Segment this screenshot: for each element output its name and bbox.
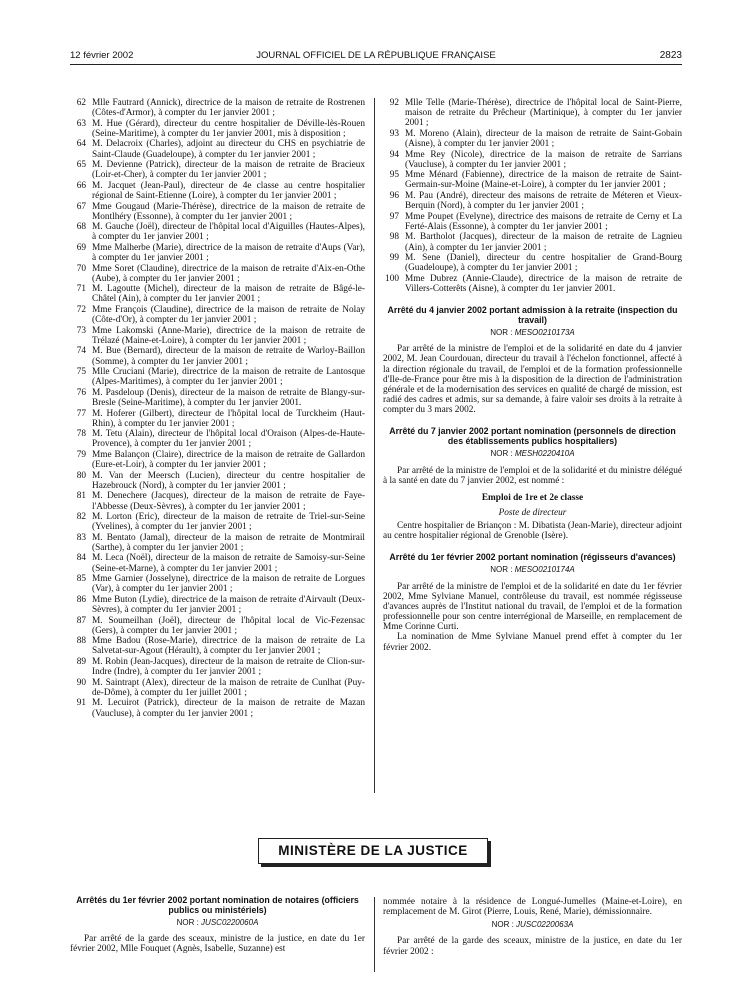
arrete-regisseurs-body2: La nomination de Mme Sylviane Manuel prend effet à compter du 1er février 2002.: [383, 632, 682, 653]
list-item: [70, 678, 365, 698]
list-item-number: 99: [389, 253, 399, 264]
list-item: [70, 305, 365, 325]
arrete-retraite-nor: [383, 328, 682, 338]
list-item-text: M. Hue (Gérard), directeur du centre hospitalier de Déville-lès-Rouen (Seine-Maritime), à compter du 1er janvier 2001, mis à disposition ;: [92, 118, 365, 139]
list-item-number: 71: [76, 284, 86, 295]
list-item: [70, 698, 365, 718]
list-item-text: M. Van der Meersch (Lucien), directeur du centre hospitalier de Hazebrouck (Nord), à compter du 1er janvier 2001 ;: [92, 470, 365, 491]
list-item-number: 76: [76, 387, 86, 398]
list-item-text: M. Saintrapt (Alex), directeur de la maison de retraite de Cunlhat (Puy-de-Dôme), à compter du 1er juillet 2001 ;: [92, 677, 365, 698]
list-item-number: 82: [76, 512, 86, 523]
arrete-nomination-body: Par arrêté de la ministre de l'emploi et de la solidarité et du ministre délégué à la santé en date du 7 janvier 2002, est nommé :: [383, 465, 682, 486]
list-item: [383, 274, 682, 294]
list-item-text: Mme Badou (Rose-Marie), directrice de la maison de retraite de La Salvetat-sur-Agout (Hérault), à compter du 1er janvier 2001 ;: [92, 636, 365, 657]
page-header: [70, 50, 682, 64]
list-item-text: Mme Gougaud (Marie-Thérèse), directrice de la maison de retraite de Montlhéry (Essonne), à compter du 1er janvier 2001 ;: [92, 201, 365, 222]
arrete-regisseurs-body: Par arrêté de la ministre de l'emploi et de la solidarité en date du 1er février 2002, Mme Sylviane Manuel, contrôleuse du travail, est nommée régisseuse d'avances auprès de l'Institut national du travail, de l'emploi et de la formation professionnelle pour son centre interrégional de Marseille, en remplacement de Mme Corinne Curti.: [383, 581, 682, 633]
list-item-number: 93: [389, 128, 399, 139]
list-item: [70, 595, 365, 615]
list-item: [70, 491, 365, 511]
list-item: [70, 512, 365, 532]
list-item-text: Mme Ménard (Fabienne), directrice de la maison de retraite de Saint-Germain-sur-Moine (Maine-et-Loire), à compter du 1er janvier 2001 ;: [405, 170, 682, 191]
list-item-text: M. Hoferer (Gilbert), directeur de l'hôpital local de Turckheim (Haut-Rhin), à compter du 1er janvier 2001 ;: [92, 408, 365, 429]
list-item-text: M. Leca (Noël), directeur de la maison de retraite de Samoisy-sur-Seine (Seine-et-Marne), à compter du 1er janvier 2001 ;: [92, 553, 365, 574]
list-item: [70, 429, 365, 449]
header-title: JOURNAL OFFICIEL DE LA RÉPUBLIQUE FRANÇAISE: [256, 50, 496, 61]
list-item-number: 62: [76, 98, 86, 108]
list-item-text: Mme Malherbe (Marie), directrice de la maison de retraite d'Aups (Var), à compter du 1er janvier 2001 ;: [92, 242, 365, 264]
list-item: [70, 139, 365, 159]
list-item: [70, 264, 365, 284]
emploi-subheading: Emploi de 1re et 2e classe: [481, 492, 584, 503]
list-item-number: 70: [76, 263, 86, 274]
list-item: [70, 616, 365, 636]
list-item: [383, 150, 682, 170]
list-item-number: 83: [76, 532, 86, 543]
notaire-continuation: nommée notaire à la résidence de Longué-Jumelles (Maine-et-Loire), en remplacement de M. Girot (Pierre, Louis, René, Marie), démissionnaire.: [383, 897, 682, 918]
list-item-number: 92: [389, 98, 399, 108]
column-divider: [374, 98, 375, 793]
list-item-text: M. Delacroix (Charles), adjoint au directeur du CHS en psychiatrie de Saint-Claude (Guadeloupe), à compter du 1er janvier 2001 ;: [92, 139, 365, 160]
arrete-notaires-title: Arrêtés du 1er février 2002 portant nomination de notaires (officiers publics ou ministériels): [76, 895, 359, 915]
list-item-text: M. Pasdeloup (Denis), directeur de la maison de retraite de Blangy-sur-Bresle (Seine-Maritime), à compter du 1er janvier 2001.: [92, 387, 365, 408]
list-item-number: 98: [389, 232, 399, 243]
list-item-text: M. Bentato (Jamal), directeur de la maison de retraite de Montmirail (Sarthe), à compter du 1er janvier 2001 ;: [92, 532, 365, 553]
arrete-nomination-title: Arrêté du 7 janvier 2002 portant nomination (personnels de direction des établissements publics hospitaliers): [389, 426, 676, 447]
list-item: [70, 160, 365, 180]
list-item-number: 63: [76, 118, 86, 129]
list-item: [70, 98, 365, 118]
list-item-text: Mlle Cruciani (Marie), directrice de la maison de retraite de Lantosque (Alpes-Maritimes), à compter du 1er janvier 2001 ;: [92, 367, 365, 388]
left-column: [70, 98, 365, 719]
list-item: [70, 471, 365, 491]
list-item-text: M. Moreno (Alain), directeur de la maison de retraite de Saint-Gobain (Aisne), à compter du 1er janvier 2001 ;: [405, 128, 682, 150]
list-item-number: 90: [76, 677, 86, 688]
list-item-number: 69: [76, 242, 86, 253]
arrete-regisseurs-title: Arrêté du 1er février 2002 portant nomination (régisseurs d'avances): [389, 552, 676, 563]
poste-subheading: Poste de directeur: [498, 507, 567, 518]
list-item-text: Mlle Fautrard (Annick), directrice de la maison de retraite de Rostrenen (Côtes-d'Armor), à compter du 1er janvier 2001 ;: [92, 98, 365, 119]
list-item: [70, 367, 365, 387]
list-item-text: Mme Poupet (Evelyne), directrice des maisons de retraite de Cerny et La Ferté-Alais (Essonne), à compter du 1er janvier 2001 ;: [405, 211, 682, 232]
nor-code: JUSC0220063A: [516, 920, 574, 930]
list-item: [70, 574, 365, 594]
page-number: 2823: [659, 50, 682, 61]
arrete-notaires-nor: [70, 918, 365, 928]
nor-code: JUSC0220060A: [201, 918, 259, 927]
nor-label: NOR :: [490, 565, 513, 575]
list-item-text: M. Tetu (Alain), directeur de l'hôpital local d'Oraison (Alpes-de-Haute-Provence), à compter du 1er janvier 2001 ;: [92, 429, 365, 450]
list-item-number: 95: [389, 170, 399, 181]
list-item: [70, 346, 365, 366]
list-item: [383, 253, 682, 273]
arrete-nomination-nor: [383, 449, 682, 459]
list-item-number: 66: [76, 180, 86, 191]
list-item-text: Mme François (Claudine), directrice de la maison de retraite de Nolay (Côte-d'Or), à compter du 1er janvier 2001 ;: [92, 305, 365, 326]
list-item: [383, 98, 682, 128]
bottom-right-nor: [383, 920, 682, 930]
list-item: [70, 326, 365, 346]
list-item: [70, 553, 365, 573]
bottom-right-column: [383, 897, 682, 957]
header-rule: [70, 64, 682, 65]
list-item-text: M. Robin (Jean-Jacques), directeur de la maison de retraite de Clion-sur-Indre (Indre), à compter du 1er janvier 2001 ;: [92, 656, 365, 678]
arrete-notaires-body: Par arrêté de la garde des sceaux, ministre de la justice, en date du 1er février 2002, Mlle Fouquet (Agnès, Isabelle, Suzanne) est: [70, 934, 365, 955]
list-item-text: M. Bartholot (Jacques), directeur de la maison de retraite de Lagnieu (Ain), à compter du 1er janvier 2001 ;: [405, 232, 682, 253]
list-item-number: 88: [76, 636, 86, 647]
list-item-number: 100: [385, 273, 399, 284]
right-column: [383, 98, 682, 653]
list-item-number: 86: [76, 594, 86, 605]
list-item: [383, 212, 682, 232]
nor-label: NOR :: [490, 328, 513, 338]
list-item: [70, 243, 365, 263]
bottom-left-column: [70, 895, 365, 954]
list-item: [70, 222, 365, 242]
list-item-text: Mme Garnier (Josselyne), directrice de la maison de retraite de Lorgues (Var), à compter du 1er janvier 2001 ;: [92, 574, 365, 595]
list-item-number: 85: [76, 574, 86, 585]
list-item: [383, 129, 682, 149]
list-item: [70, 181, 365, 201]
list-item-number: 91: [76, 698, 86, 709]
list-item-number: 81: [76, 491, 86, 502]
ministry-heading: MINISTÈRE DE LA JUSTICE: [258, 838, 488, 864]
bottom-column-divider: [374, 897, 375, 972]
list-item-text: Mme Buton (Lydie), directrice de la maison de retraite d'Airvault (Deux-Sèvres), à compter du 1er janvier 2001 ;: [92, 594, 365, 616]
list-item-text: Mme Rey (Nicole), directrice de la maison de retraite de Sarrians (Vaucluse), à compter du 1er janvier 2001 ;: [405, 149, 682, 170]
list-item: [70, 450, 365, 470]
list-item-text: Mme Balançon (Claire), directrice de la maison de retraite de Gallardon (Eure-et-Loir), à compter du 1er janvier 2001 ;: [92, 449, 365, 471]
list-item-text: M. Devienne (Patrick), directeur de la maison de retraite de Bracieux (Loir-et-Cher), à compter du 1er janvier 2001 ;: [92, 160, 365, 181]
list-item-text: Mme Dubrez (Annie-Claude), directrice de la maison de retraite de Villers-Cotterêts (Aisne), à compter du 1er janvier 2001.: [405, 273, 682, 294]
list-item-text: M. Pau (André), directeur des maisons de retraite de Méteren et Vieux-Berquin (Nord), à compter du 1er janvier 2001 ;: [405, 190, 682, 212]
list-item: [70, 657, 365, 677]
list-item: [383, 191, 682, 211]
list-item: [70, 119, 365, 139]
list-item-text: M. Bue (Bernard), directeur de la maison de retraite de Warloy-Baillon (Somme), à compter du 1er janvier 2001 ;: [92, 346, 365, 367]
list-item-text: Mme Soret (Claudine), directrice de la maison de retraite d'Aix-en-Othe (Aube), à compter du 1er janvier 2001 ;: [92, 263, 365, 284]
nor-label: NOR :: [490, 449, 513, 459]
list-item-number: 89: [76, 656, 86, 667]
nor-code: MESH0220410A: [514, 449, 575, 459]
list-item-number: 80: [76, 470, 86, 481]
list-item-number: 74: [76, 346, 86, 357]
list-item-number: 87: [76, 615, 86, 626]
list-item-number: 77: [76, 408, 86, 419]
list-item-number: 65: [76, 160, 86, 171]
list-item-number: 84: [76, 553, 86, 564]
list-item-number: 97: [389, 211, 399, 222]
list-item-text: M. Sene (Daniel), directeur du centre hospitalier de Grand-Bourg (Guadeloupe), à compter du 1er janvier 2001 ;: [405, 253, 682, 274]
right-entries-list: [383, 98, 682, 294]
list-item-number: 72: [76, 305, 86, 316]
list-item-text: M. Lagoutte (Michel), directeur de la maison de retraite de Bâgé-le-Châtel (Ain), à compter du 1er janvier 2001 ;: [92, 284, 365, 305]
list-item-text: M. Gauche (Joël), directeur de l'hôpital local d'Aiguilles (Hautes-Alpes), à compter du 1er janvier 2001 ;: [92, 222, 365, 243]
list-item-text: Mme Lakomski (Anne-Marie), directrice de la maison de retraite de Trélazé (Maine-et-Loire), à compter du 1er janvier 2001 ;: [92, 325, 365, 346]
list-item-text: Mlle Telle (Marie-Thérèse), directrice de l'hôpital local de Saint-Pierre, maison de retraite du Prêcheur (Martinique), à compter du 1er janvier 2001 ;: [405, 98, 682, 129]
list-item-text: M. Lecuirot (Patrick), directeur de la maison de retraite de Mazan (Vaucluse), à compter du 1er janvier 2001 ;: [92, 698, 365, 719]
list-item-number: 96: [389, 190, 399, 201]
list-item: [383, 170, 682, 190]
list-item-number: 78: [76, 429, 86, 440]
nor-code: MESO0210173A: [514, 328, 575, 338]
list-item-number: 68: [76, 222, 86, 233]
list-item: [70, 533, 365, 553]
nor-label: NOR :: [176, 918, 199, 927]
list-item-number: 75: [76, 367, 86, 378]
list-item-text: M. Lorton (Eric), directeur de la maison de retraite de Triel-sur-Seine (Yvelines), à compter du 1er janvier 2001 ;: [92, 512, 365, 533]
list-item: [70, 284, 365, 304]
list-item-number: 64: [76, 139, 86, 150]
list-item-number: 67: [76, 201, 86, 212]
arrete-regisseurs-nor: [383, 565, 682, 575]
arrete-retraite-body: Par arrêté de la ministre de l'emploi et de la solidarité en date du 4 janvier 2002, M. Jean Courdouan, directeur du travail à l'échelon fonctionnel, affecté à la direction régionale du travail, de l'emploi et de la formation professionnelle d'Ile-de-France pour être mis à la disposition de la direction de l'administration générale et de la modernisation des services en qualité de chargé de mission, est radié des cadres et admis, sur sa demande, à faire valoir ses droits à la retraite à compter du 3 mars 2002.: [383, 344, 682, 416]
list-item-number: 94: [389, 149, 399, 160]
list-item: [70, 388, 365, 408]
list-item: [70, 409, 365, 429]
list-item-number: 73: [76, 325, 86, 336]
list-item-text: M. Denechere (Jacques), directeur de la maison de retraite de Faye-l'Abbesse (Deux-Sèvres), à compter du 1er janvier 2001 ;: [92, 491, 365, 512]
list-item: [383, 232, 682, 252]
arrete-nomination-body2: Centre hospitalier de Briançon : M. Dibatista (Jean-Marie), directeur adjoint au centre hospitalier régional de Grenoble (Isère).: [383, 521, 682, 542]
header-date: 12 février 2002: [70, 50, 134, 61]
nor-label: NOR :: [491, 920, 514, 930]
arrete-retraite-title: Arrêté du 4 janvier 2002 portant admission à la retraite (inspection du travail): [387, 305, 678, 326]
list-item-text: M. Soumeilhan (Joël), directeur de l'hôpital local de Vic-Fezensac (Gers), à compter du 1er janvier 2001 ;: [92, 615, 365, 636]
list-item: [70, 202, 365, 222]
nor-code: MESO0210174A: [514, 565, 575, 575]
list-item-text: M. Jacquet (Jean-Paul), directeur de 4e classe au centre hospitalier régional de Saint-Etienne (Loire), à compter du 1er janvier 2001 ;: [92, 180, 365, 201]
list-item: [70, 636, 365, 656]
list-item-number: 79: [76, 449, 86, 460]
notaire-second-body: Par arrêté de la garde des sceaux, ministre de la justice, en date du 1er février 2002 :: [383, 936, 682, 957]
